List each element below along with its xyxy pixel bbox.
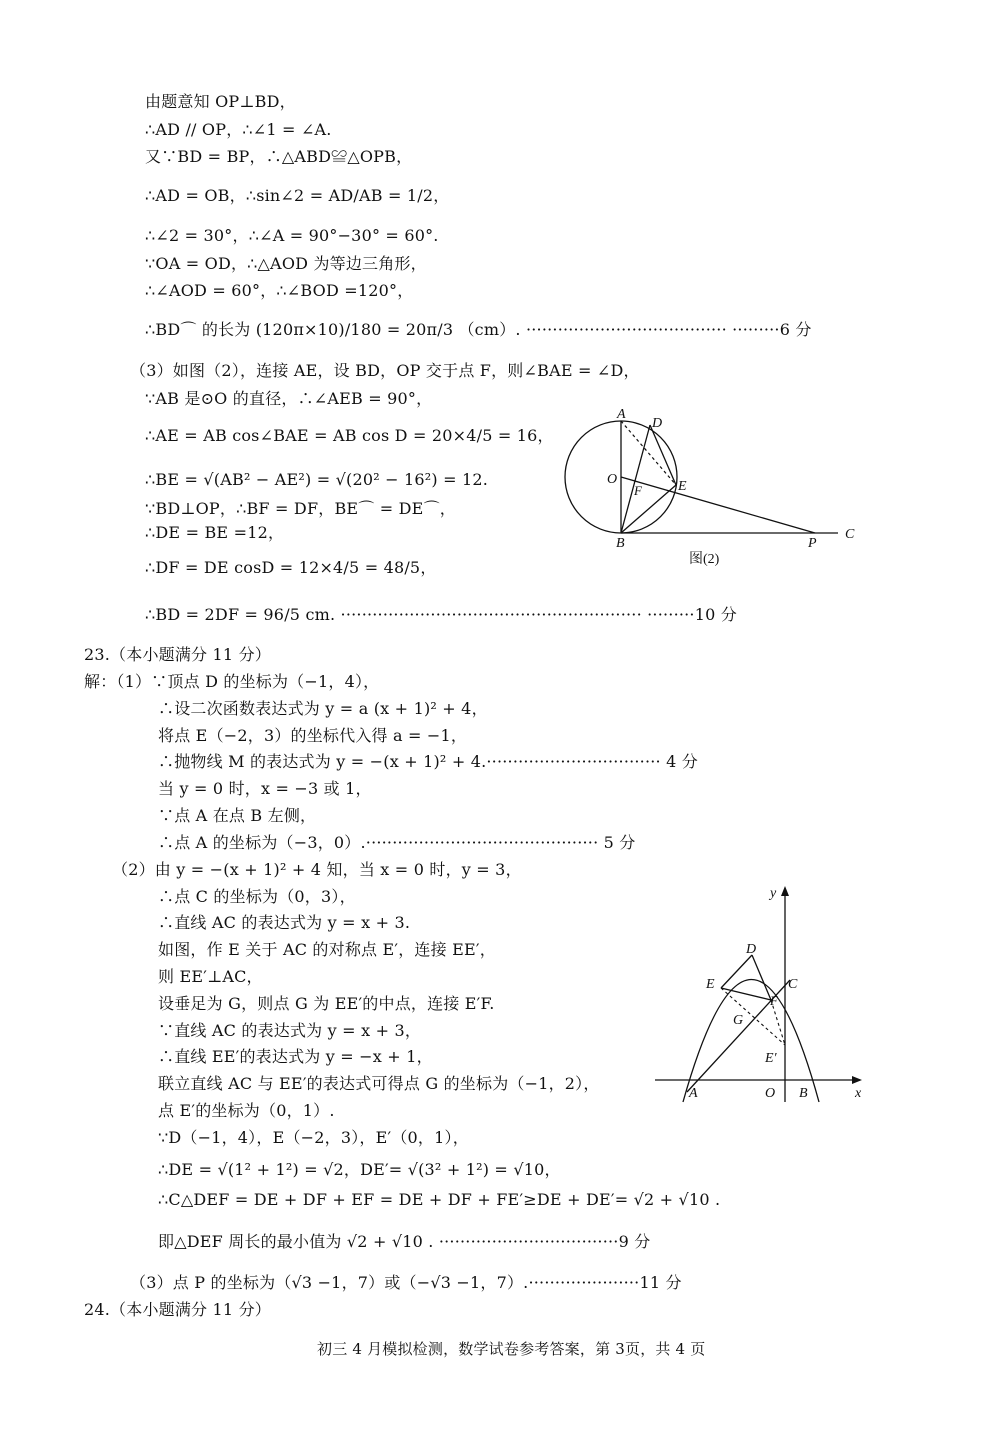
text-line: ∵点 A 在点 B 左侧， <box>158 806 317 825</box>
text-line: 联立直线 AC 与 EE′的表达式可得点 G 的坐标为（−1，2）， <box>158 1074 600 1093</box>
label-p: P <box>808 536 817 551</box>
text-line: 又∵BD = BP，∴△ABD≌△OPB， <box>145 147 413 166</box>
label-e-prime: E′ <box>765 1051 777 1066</box>
label-f: F <box>770 993 778 1008</box>
page-footer: 初三 4 月模拟检测，数学试卷参考答案，第 3页，共 4 页 <box>317 1340 706 1358</box>
text-line: 点 E′的坐标为（0，1）. <box>158 1101 335 1120</box>
text-line: 当 y = 0 时，x = −3 或 1， <box>158 779 372 798</box>
label-d: D <box>746 942 757 957</box>
label-g: G <box>733 1013 744 1028</box>
text-line: 即△DEF 周长的最小值为 √2 + √10 . ··································9 分 <box>158 1232 651 1251</box>
text-line: （3）点 P 的坐标为（√3 −1，7）或（−√3 −1，7）.·····················11 分 <box>130 1273 682 1292</box>
label-x: x <box>855 1086 862 1101</box>
label-d: D <box>652 416 663 431</box>
text-line: ∴直线 EE′的表达式为 y = −x + 1， <box>158 1047 433 1066</box>
label-b: B <box>799 1086 808 1101</box>
text-line: ∵BD⊥OP，∴BF = DF，BE⌒ = DE⌒， <box>145 499 456 518</box>
text-line: ∵D（−1，4），E（−2，3），E′（0，1）， <box>158 1128 469 1147</box>
text-line: ∴AD = OB，∴sin∠2 = AD/AB = 1/2， <box>145 186 450 205</box>
label-f: F <box>634 483 642 498</box>
text-line: ∴DE = BE =12， <box>145 523 285 542</box>
circle-figure <box>556 400 866 575</box>
label-y: y <box>770 886 777 901</box>
text-line: 则 EE′⊥AC， <box>158 967 263 986</box>
label-e: E <box>678 479 687 494</box>
figure-caption: 图(2) <box>689 552 720 567</box>
text-line: ∴AD // OP，∴∠1 = ∠A. <box>145 120 332 139</box>
label-e: E <box>706 977 715 992</box>
parabola-m <box>683 980 819 1103</box>
text-line: 设垂足为 G，则点 G 为 EE′的中点，连接 E′F. <box>158 994 495 1013</box>
text-line: ∴∠AOD = 60°，∴∠BOD =120°， <box>145 281 414 300</box>
text-line: ∴DF = DE cosD = 12×4/5 = 48/5， <box>145 558 437 577</box>
text-line: （3）如图（2），连接 AE，设 BD，OP 交于点 F，则∠BAE = ∠D， <box>130 361 640 380</box>
text-line: ∴点 A 的坐标为（−3，0）.············································ 5 分 <box>158 833 636 852</box>
text-line: ∴∠2 = 30°，∴∠A = 90°−30° = 60°. <box>145 226 439 245</box>
text-line: ∴C△DEF = DE + DF + EF = DE + DF + FE′≥DE + DE′= √2 + √10 . <box>158 1190 721 1209</box>
text-line: ∴BD = 2DF = 96/5 cm. ························································· ·········10 分 <box>145 605 737 624</box>
text-line: ∵直线 AC 的表达式为 y = x + 3， <box>158 1021 422 1040</box>
text-line: ∴设二次函数表达式为 y = a (x + 1)² + 4， <box>158 699 488 718</box>
text-line: ∵OA = OD，∴△AOD 为等边三角形， <box>145 254 427 273</box>
text-line: ∴DE = √(1² + 1²) = √2，DE′= √(3² + 1²) = √10， <box>158 1160 561 1179</box>
label-o: O <box>765 1086 776 1101</box>
text-line: ∴直线 AC 的表达式为 y = x + 3. <box>158 913 411 932</box>
section-heading: 23.（本小题满分 11 分） <box>84 645 271 664</box>
line-df <box>752 955 771 1000</box>
text-line: 解：（1）∵顶点 D 的坐标为（−1，4）， <box>84 672 380 691</box>
parabola-figure <box>650 880 870 1110</box>
text-line: ∴AE = AB cos∠BAE = AB cos D = 20×4/5 = 16， <box>145 426 554 445</box>
section-heading: 24.（本小题满分 11 分） <box>84 1300 271 1319</box>
text-line: 将点 E（−2，3）的坐标代入得 a = −1， <box>158 726 468 745</box>
text-line: 由题意知 OP⊥BD， <box>145 92 296 111</box>
text-line: ∴点 C 的坐标为（0，3）， <box>158 887 356 906</box>
text-line: ∴BD⌒ 的长为 (120π×10)/180 = 20π/3 （cm）. ······································ ·········6 分 <box>145 320 812 339</box>
text-line: （2）由 y = −(x + 1)² + 4 知，当 x = 0 时，y = 3， <box>112 860 522 879</box>
text-line: ∴抛物线 M 的表达式为 y = −(x + 1)² + 4.································· 4 分 <box>158 752 698 771</box>
label-c: C <box>788 977 798 992</box>
label-o: O <box>607 472 618 487</box>
label-c: C <box>845 527 855 542</box>
label-b: B <box>616 536 625 551</box>
text-line: ∵AB 是⊙O 的直径，∴∠AEB = 90°， <box>145 389 433 408</box>
text-line: ∴BE = √(AB² − AE²) = √(20² − 16²) = 12. <box>145 470 489 489</box>
text-line: 如图，作 E 关于 AC 的对称点 E′，连接 EE′， <box>158 940 496 959</box>
x-axis-arrow <box>852 1076 862 1084</box>
line-bd <box>621 425 650 533</box>
label-a: A <box>689 1086 698 1101</box>
label-a: A <box>617 407 626 422</box>
y-axis-arrow <box>781 886 789 896</box>
line-de <box>721 955 752 988</box>
